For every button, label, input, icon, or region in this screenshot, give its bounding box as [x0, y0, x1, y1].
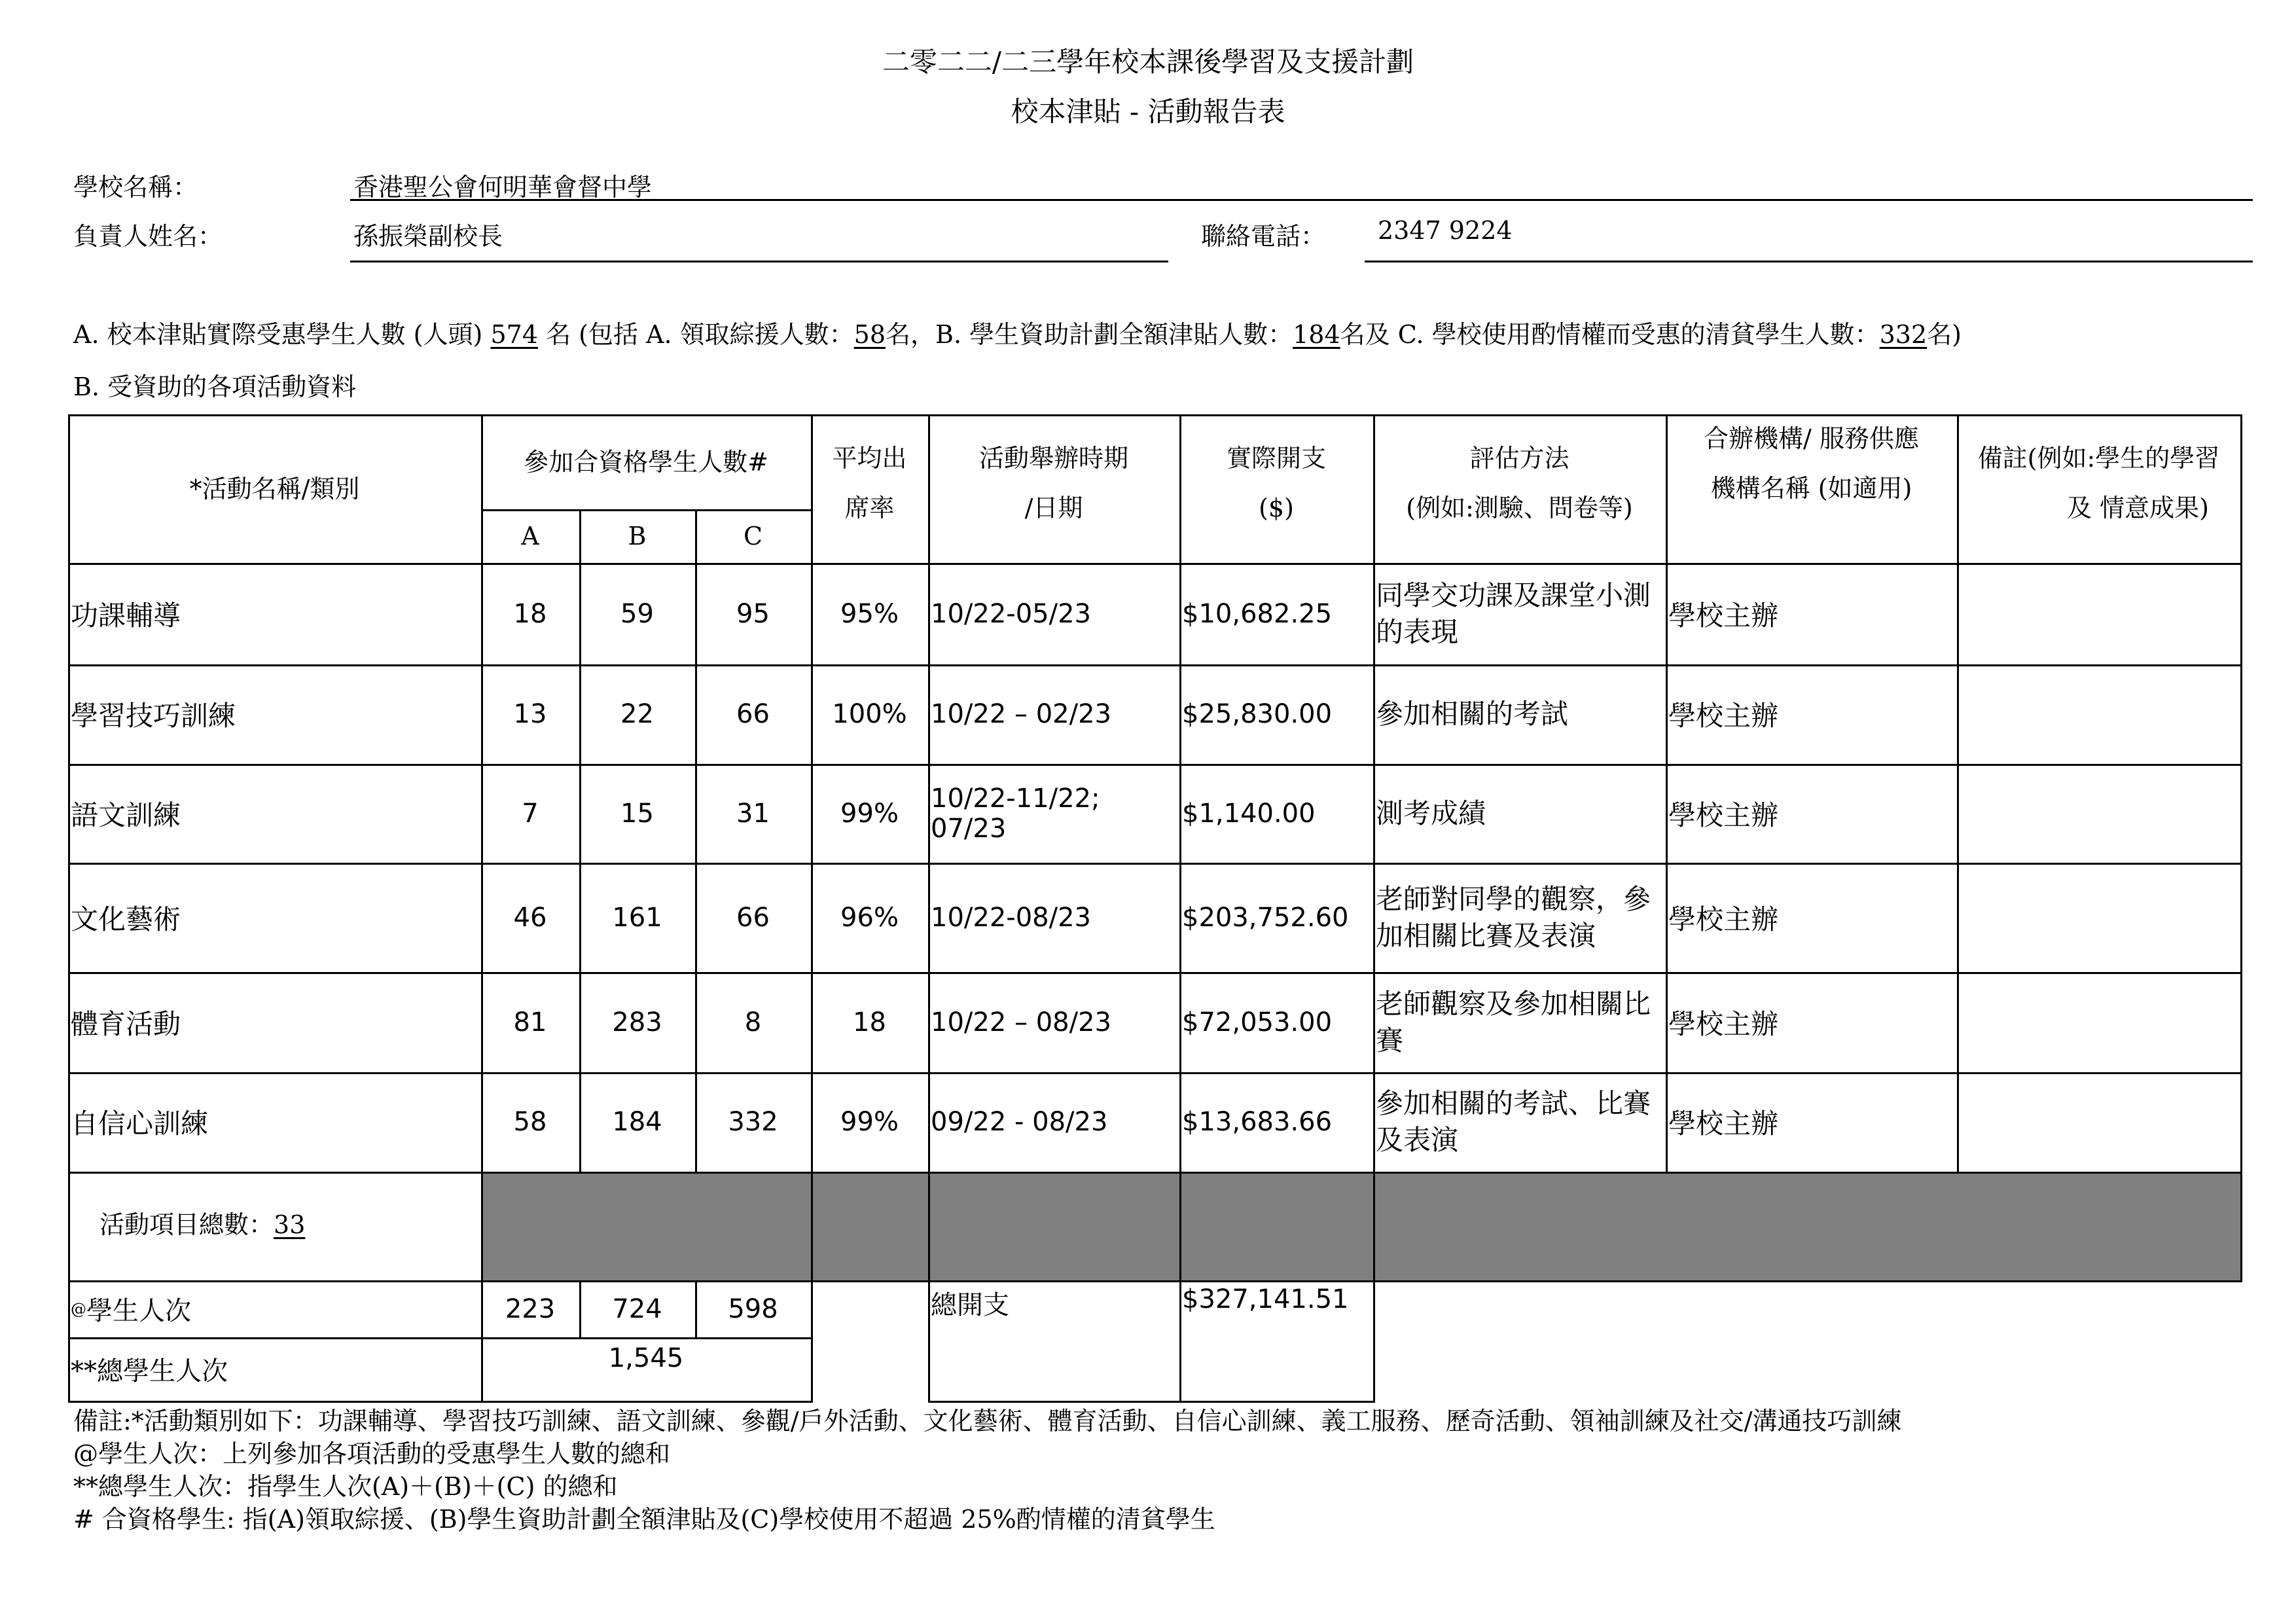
count-a: 13	[513, 699, 547, 729]
count-c: 8	[744, 1007, 762, 1038]
header-evaluation: 評估方法 (例如:測驗、問卷等)	[1406, 444, 1633, 522]
note-line-3: **總學生人次：指學生人次(A)＋(B)＋(C) 的總和	[73, 1472, 618, 1501]
activity-period: 10/22-05/23	[931, 598, 1091, 629]
student-times-b: 724	[612, 1293, 662, 1324]
count-c: 66	[736, 699, 770, 729]
document-title: 二零二二/二三學年校本課後學習及支援計劃	[882, 46, 1414, 78]
evaluation-method: 同學交功課及課堂小測的表現	[1376, 579, 1651, 648]
school-name: 香港聖公會何明華會督中學	[353, 173, 653, 202]
partner-org: 學校主辦	[1668, 799, 1779, 831]
header-col-a: A	[521, 522, 539, 550]
header-participants: 參加合資格學生人數#	[524, 447, 768, 477]
partner-org: 學校主辦	[1668, 599, 1779, 632]
activity-name: 功課輔導	[71, 599, 181, 632]
attendance-rate: 18	[853, 1007, 886, 1038]
activity-expense: $203,752.60	[1182, 902, 1349, 933]
count-c: 66	[736, 902, 770, 933]
count-a: 18	[513, 598, 547, 629]
count-a: 46	[513, 902, 547, 933]
partner-org: 學校主辦	[1668, 1007, 1779, 1040]
note-line-4: # 合資格學生: 指(A)領取綜援、(B)學生資助計劃全額津貼及(C)學校使用不超過 25%酌情權的清貧學生	[73, 1505, 1215, 1534]
activity-name: 體育活動	[71, 1007, 181, 1040]
header-col-b: B	[628, 522, 647, 550]
student-times-a: 223	[505, 1293, 556, 1324]
total-student-times-label: **總學生人次	[71, 1356, 228, 1386]
activity-period: 10/22-08/23	[931, 902, 1091, 933]
header-remarks: 備註(例如:學生的學習 及 情意成果)	[1977, 444, 2220, 522]
evaluation-method: 參加相關的考試	[1376, 698, 1569, 730]
total-expense-value: $327,141.51	[1182, 1284, 1349, 1314]
count-b: 59	[620, 598, 654, 629]
activity-period: 09/22 - 08/23	[931, 1107, 1108, 1137]
header-attendance: 平均出 席率	[832, 444, 907, 522]
activity-name: 文化藝術	[71, 903, 181, 935]
activity-expense: $25,830.00	[1182, 699, 1333, 729]
activity-period: 10/22 – 02/23	[931, 699, 1111, 729]
remarks	[1960, 764, 2240, 863]
activity-period: 10/22 – 08/23	[931, 1007, 1111, 1038]
section-a-text: A. 校本津貼實際受惠學生人數 (人頭) 574 名 (包括 A. 領取綜援人數：58名，B. 學生資助計劃全額津貼人數：184名及 C. 學校使用酌情權而受惠的清貧學生人數：332名)	[73, 320, 1962, 349]
count-c: 31	[736, 798, 770, 829]
evaluation-method: 老師對同學的觀察，參加相關比賽及表演	[1376, 882, 1651, 952]
attendance-rate: 96%	[840, 902, 899, 933]
full-grant-count: 184	[1293, 320, 1340, 349]
attendance-rate: 100%	[832, 699, 907, 729]
attendance-rate: 99%	[840, 1107, 899, 1137]
activity-expense: $72,053.00	[1182, 1007, 1333, 1038]
count-c: 95	[736, 598, 770, 629]
remarks	[1960, 863, 2240, 972]
activity-expense: $10,682.25	[1182, 598, 1333, 629]
total-items: 活動項目總數：33	[99, 1210, 306, 1239]
note-line-2: @學生人次：上列參加各項活動的受惠學生人數的總和	[73, 1439, 671, 1468]
remarks	[1960, 563, 2240, 664]
evaluation-method: 老師觀察及參加相關比賽	[1376, 987, 1651, 1056]
count-a: 81	[513, 1007, 547, 1038]
person-underline	[350, 261, 1168, 262]
section-b-label: B. 受資助的各項活動資料	[73, 372, 357, 401]
school-name-underline	[350, 199, 2253, 201]
total-student-times-value: 1,545	[608, 1343, 684, 1373]
phone-number: 2347 9224	[1378, 216, 1513, 245]
phone-label: 聯絡電話：	[1201, 222, 1326, 251]
student-times-label: @ 學生人次	[71, 1296, 191, 1326]
count-b: 283	[612, 1007, 662, 1038]
header-activity: *活動名稱/類別	[189, 474, 360, 503]
activity-period: 10/22-11/22; 07/23	[931, 783, 1100, 844]
header-expense: 實際開支 ($)	[1226, 444, 1326, 522]
activity-expense: $13,683.66	[1182, 1107, 1333, 1137]
total-expense-label: 總開支	[931, 1290, 1009, 1320]
partner-org: 學校主辦	[1668, 700, 1779, 732]
school-name-label: 學校名稱：	[73, 173, 198, 202]
count-a: 58	[513, 1107, 547, 1137]
attendance-rate: 99%	[840, 798, 899, 829]
remarks	[1960, 972, 2240, 1072]
attendance-rate: 95%	[840, 598, 899, 629]
discretion-count: 332	[1879, 320, 1928, 349]
phone-underline	[1365, 261, 2253, 262]
total-beneficiaries: 574	[490, 320, 538, 349]
remarks	[1960, 664, 2240, 764]
evaluation-method: 參加相關的考試、比賽及表演	[1376, 1087, 1651, 1156]
header-col-c: C	[743, 522, 763, 550]
cssa-count: 58	[853, 320, 886, 349]
person-label: 負責人姓名：	[73, 222, 223, 251]
activity-name: 語文訓練	[71, 799, 181, 831]
person-name: 孫振榮副校長	[353, 222, 503, 251]
count-b: 161	[612, 902, 662, 933]
activity-name: 自信心訓練	[71, 1108, 209, 1140]
gray-block	[481, 1172, 2242, 1280]
document-subtitle: 校本津貼 - 活動報告表	[1011, 96, 1285, 128]
evaluation-method: 測考成績	[1376, 797, 1486, 829]
count-b: 15	[620, 798, 654, 829]
count-b: 22	[620, 699, 654, 729]
partner-org: 學校主辦	[1668, 1108, 1779, 1140]
header-period: 活動舉辦時期 /日期	[978, 444, 1128, 522]
remarks	[1960, 1072, 2240, 1172]
student-times-c: 598	[728, 1293, 778, 1324]
activity-expense: $1,140.00	[1182, 798, 1316, 829]
count-c: 332	[728, 1107, 778, 1137]
partner-org: 學校主辦	[1668, 903, 1779, 935]
count-b: 184	[612, 1107, 662, 1137]
header-partner: 合辦機構/ 服務供應 機構名稱 (如適用)	[1704, 424, 1919, 503]
count-a: 7	[522, 798, 539, 829]
note-line-1: 備註:*活動類別如下：功課輔導、學習技巧訓練、語文訓練、參觀/戶外活動、文化藝術、體育活動、自信心訓練、義工服務、歷奇活動、領袖訓練及社交/溝通技巧訓練	[73, 1407, 1902, 1435]
total-items-value: 33	[274, 1210, 306, 1239]
activity-name: 學習技巧訓練	[71, 700, 236, 732]
